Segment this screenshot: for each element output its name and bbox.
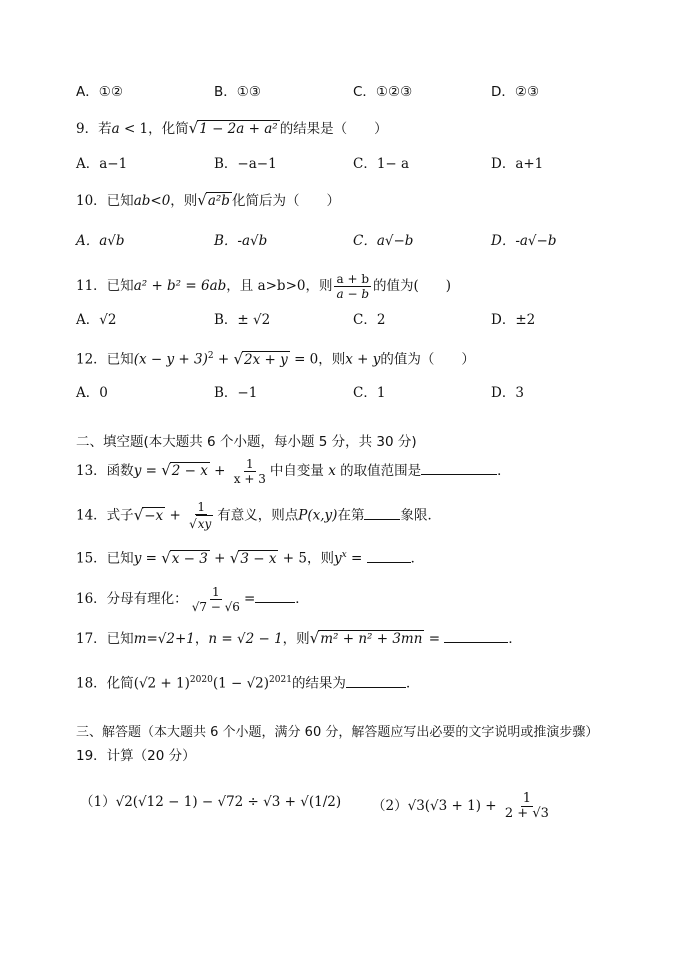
q12-option-a: A．0 — [76, 385, 108, 401]
q9-option-c: C．1− a — [353, 156, 410, 172]
q16-end: ． — [295, 591, 309, 607]
q19-p1-label: （1） — [80, 794, 116, 810]
q8-option-c: C．①②③ — [353, 84, 413, 100]
q16-fraction — [190, 585, 242, 614]
q17-text-a: 17．已知 — [76, 631, 134, 647]
q18-exp-1: 2020 — [189, 675, 213, 685]
q19-stem: 19．计算（20 分） — [76, 748, 196, 764]
q12-option-b: B．−1 — [214, 385, 258, 401]
q16-eq: = — [243, 591, 256, 607]
q14-text-b: 有意义，则点 — [217, 507, 299, 524]
q14-point: P(x,y) — [298, 507, 338, 524]
q17-m: m=√2+1 — [133, 631, 195, 647]
q13-answer-blank[interactable] — [421, 460, 497, 475]
q18-base-2: (1 − √2) — [212, 675, 270, 692]
q9-option-a: A．a−1 — [76, 156, 128, 172]
q13-text-b: 中自变量 — [269, 463, 329, 479]
q15-y: y = — [133, 550, 162, 567]
q15-text-b: ，则 — [306, 550, 334, 567]
q11-stem — [76, 272, 451, 301]
q10-text-a: 10．已知 — [76, 193, 134, 209]
q17-sep: ， — [194, 631, 209, 647]
q11-option-c: C．2 — [353, 312, 386, 328]
q10-text-c: 化简后为（ ） — [231, 193, 340, 209]
q10-option-a: A．a√b — [76, 233, 125, 249]
q12-text-c: 的值为（ ） — [380, 351, 475, 368]
q15-answer-blank[interactable] — [367, 548, 411, 563]
q8-option-a: A．①② — [76, 84, 123, 100]
q12-text-b: ，则 — [318, 351, 346, 368]
q14-radicand: −x — [144, 507, 164, 524]
q13-stem — [76, 457, 511, 486]
q9-stem — [76, 118, 388, 139]
q15-exponent: x — [341, 550, 347, 560]
q19-p1-expression: √2(√12 − 1) − √72 ÷ √3 + √(1/2) — [115, 794, 342, 810]
q15-radicand-1: x − 3 — [171, 550, 208, 567]
q15-eq: = — [346, 550, 367, 567]
q19-p2-expression: √3(√3 + 1) + — [407, 798, 501, 814]
q13-end: ． — [497, 463, 511, 479]
q9-option-b: B．−a−1 — [214, 156, 277, 172]
q16-text-a: 16．分母有理化： — [76, 591, 188, 607]
q11-numerator: a + b — [336, 272, 370, 286]
sqrt-icon: √ — [161, 548, 171, 567]
q18-exp-2: 2021 — [269, 675, 292, 685]
q9-option-d: D．a+1 — [491, 156, 544, 172]
q11-denominator: a − b — [336, 287, 370, 301]
q12-text-a: 12．已知 — [76, 351, 134, 368]
sqrt-icon: √ — [161, 461, 171, 479]
q10-option-b: B．-a√b — [214, 233, 268, 249]
q15-radicand-2: 3 − x — [240, 550, 277, 567]
q14-text-c: 在第 — [337, 507, 365, 524]
q16-numerator: 1 — [211, 585, 220, 599]
q12-options — [76, 383, 596, 403]
q8-option-d: D．②③ — [491, 84, 540, 100]
q17-n: n = √2 − 1 — [208, 631, 283, 647]
q13-denominator: x + 3 — [233, 472, 266, 486]
q9-text-c: < 1，化简 — [119, 121, 189, 137]
q18-text-b: 的结果为 — [291, 675, 346, 692]
q18-base-1: (√2 + 1) — [133, 675, 190, 692]
q17-answer-blank[interactable] — [444, 628, 508, 643]
q10-text-b: ，则 — [170, 193, 198, 209]
q17-radicand: m² + n² + 3mn — [320, 631, 423, 647]
q19-p2-numerator: 1 — [522, 791, 532, 806]
q16-denominator: √7 − √6 — [191, 600, 240, 614]
q15-base: y — [333, 550, 342, 567]
sqrt-icon: √ — [188, 119, 199, 137]
q17-text-b: ，则 — [282, 631, 310, 647]
q13-text-c: 的取值范围是 — [335, 463, 422, 479]
sqrt-icon: √ — [229, 548, 240, 567]
sqrt-icon: √ — [133, 505, 144, 524]
q19-p2-label: （2） — [372, 798, 408, 814]
q12-eq-c: = 0 — [289, 351, 319, 368]
q11-option-a: A．√2 — [76, 312, 117, 328]
q15-tail: + 5 — [278, 550, 307, 567]
q11-fraction — [334, 272, 371, 301]
q11-text-c: 的值为( ) — [373, 278, 452, 294]
q9-text-a: 9．若 — [76, 121, 112, 137]
q11-option-d: D．±2 — [491, 312, 536, 328]
q10-option-c: C．a√−b — [353, 233, 414, 249]
q19-p2-fraction — [503, 792, 551, 821]
q13-text-a: 13．函数 — [76, 463, 134, 479]
q13-numerator: 1 — [246, 457, 254, 471]
q14-stem — [76, 500, 441, 532]
q12-eq-b: + — [213, 351, 234, 368]
q14-denominator — [187, 515, 215, 532]
q14-plus: + — [165, 507, 186, 524]
q19-part-1 — [80, 792, 341, 812]
q13-y: y = — [133, 463, 162, 479]
q11-text-a: 11．已知 — [76, 278, 134, 294]
q8-options — [76, 82, 596, 102]
q9-options — [76, 154, 596, 174]
q13-fraction — [232, 457, 268, 486]
q11-text-b: ，且 a>b>0，则 — [226, 278, 333, 294]
q14-answer-blank[interactable] — [364, 505, 400, 520]
q12-radicand: 2x + y — [244, 351, 288, 368]
q17-stem — [76, 628, 522, 649]
q14-text-d: 象限． — [400, 507, 441, 524]
q17-end: ． — [508, 631, 522, 647]
q18-answer-blank[interactable] — [346, 673, 406, 688]
q10-condition: ab<0 — [133, 193, 171, 209]
sqrt-icon: √ — [309, 629, 320, 647]
q14-numerator: 1 — [197, 500, 206, 514]
q15-stem — [76, 545, 424, 569]
q18-text-a: 18．化简 — [76, 675, 134, 692]
q15-plus: + — [209, 550, 230, 567]
sqrt-icon: √ — [233, 349, 244, 368]
q18-stem — [76, 670, 419, 694]
q12-option-d: D．3 — [491, 385, 524, 401]
sqrt-icon: √ — [189, 517, 197, 531]
q10-radicand: a²b — [207, 193, 230, 209]
q12-eq-a: (x − y + 3) — [133, 351, 208, 368]
q13-radicand: 2 − x — [171, 463, 208, 479]
q18-end: ． — [405, 675, 420, 692]
section-3-heading: 三、解答题（本大题共 6 个小题，满分 60 分，解答题应写出必要的文字说明或推演步骤） — [76, 725, 599, 740]
sqrt-icon: √ — [197, 191, 207, 209]
q10-stem — [76, 190, 340, 211]
q9-var-a: a — [111, 121, 120, 137]
q9-radicand: 1 − 2a + a² — [199, 121, 278, 137]
q14-fraction — [187, 500, 215, 532]
q12-expr: x + y — [345, 351, 381, 368]
q17-eq: = — [424, 631, 445, 647]
q15-end: ． — [410, 550, 425, 567]
q14-text-a: 14．式子 — [76, 507, 134, 524]
q12-stem — [76, 346, 475, 370]
section-2-heading: 二、填空题(本大题共 6 个小题，每小题 5 分，共 30 分) — [76, 434, 417, 450]
q10-options — [76, 231, 596, 251]
q9-text-d: 的结果是（ ） — [279, 121, 388, 137]
q19-part-2 — [372, 792, 553, 821]
q11-options — [76, 310, 596, 330]
q15-text-a: 15．已知 — [76, 550, 134, 567]
q10-option-d: D．-a√−b — [491, 233, 557, 249]
q16-stem — [76, 585, 309, 614]
q11-equation: a² + b² = 6ab — [133, 278, 227, 294]
q12-eq-sup: 2 — [207, 351, 214, 361]
q19-p2-denominator: 2 + √3 — [504, 806, 549, 821]
q12-option-c: C．1 — [353, 385, 386, 401]
q13-x: x — [328, 463, 336, 479]
q16-answer-blank[interactable] — [255, 588, 295, 603]
q11-option-b: B．± √2 — [214, 312, 271, 328]
q13-plus: + — [209, 463, 230, 479]
q14-den-radicand: xy — [197, 517, 212, 531]
q8-option-b: B．①③ — [214, 84, 261, 100]
